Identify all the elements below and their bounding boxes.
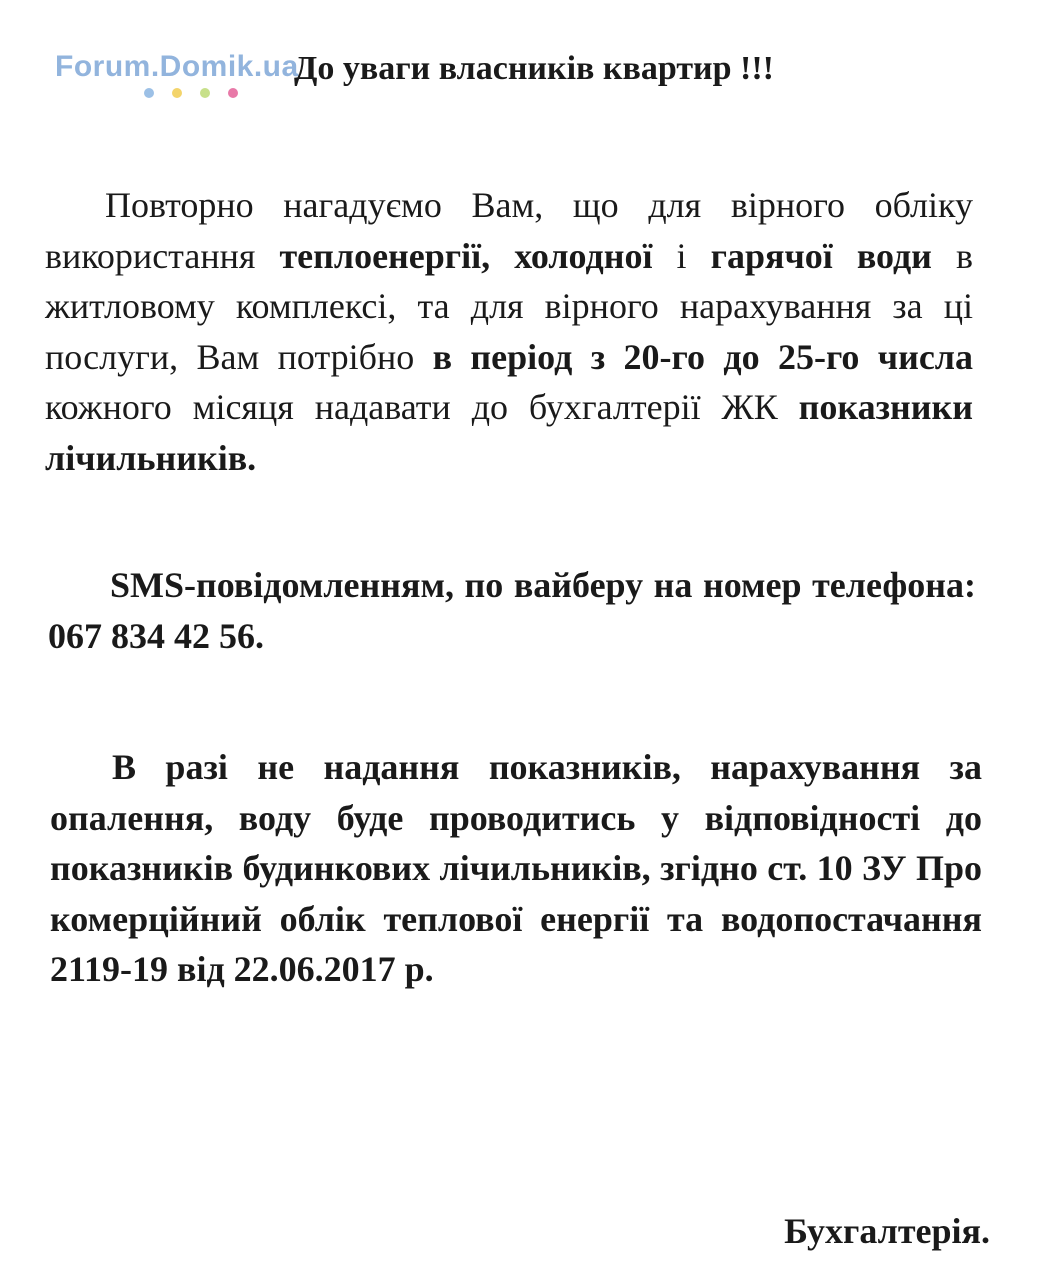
bold-segment: теплоенергії, холодної: [279, 235, 653, 276]
watermark-dot: [200, 88, 210, 98]
text-segment: Повторно нагадуємо Вам, що для вірного обліку використання: [45, 185, 973, 276]
watermark-logo: Forum.Domik.ua: [55, 50, 299, 83]
paragraph-contact: SMS-повідомленням, по вайберу на номер телефона: 067 834 42 56.: [48, 565, 976, 656]
bold-segment: гарячої води: [710, 235, 932, 276]
bold-segment: показники лічильників.: [45, 387, 973, 478]
bold-segment: в період з 20-го до 25-го числа: [432, 336, 973, 377]
notice-title: До уваги власників квартир !!!: [293, 50, 775, 87]
watermark-dot: [228, 88, 238, 98]
paragraph-reminder: [45, 180, 973, 483]
watermark-dot: [172, 88, 182, 98]
text-segment: в житловому комплексі, та для вірного нарахування за ці послуги, Вам потрібно: [45, 235, 973, 377]
signature: Бухгалтерія.: [784, 1211, 990, 1251]
text-segment: і: [652, 235, 711, 276]
watermark-dot: [144, 88, 154, 98]
paragraph-legal: В разі не надання показників, нарахування за опалення, воду буде проводитись у відповідності до показників будинкових лічильників, згідно ст. 10 ЗУ Про комерційний облік теплової енергії та водопостачання 2119-19 від 22.06.2017 р.: [50, 747, 982, 989]
text-segment: кожного місяця надавати до бухгалтерії ЖК: [45, 387, 799, 427]
